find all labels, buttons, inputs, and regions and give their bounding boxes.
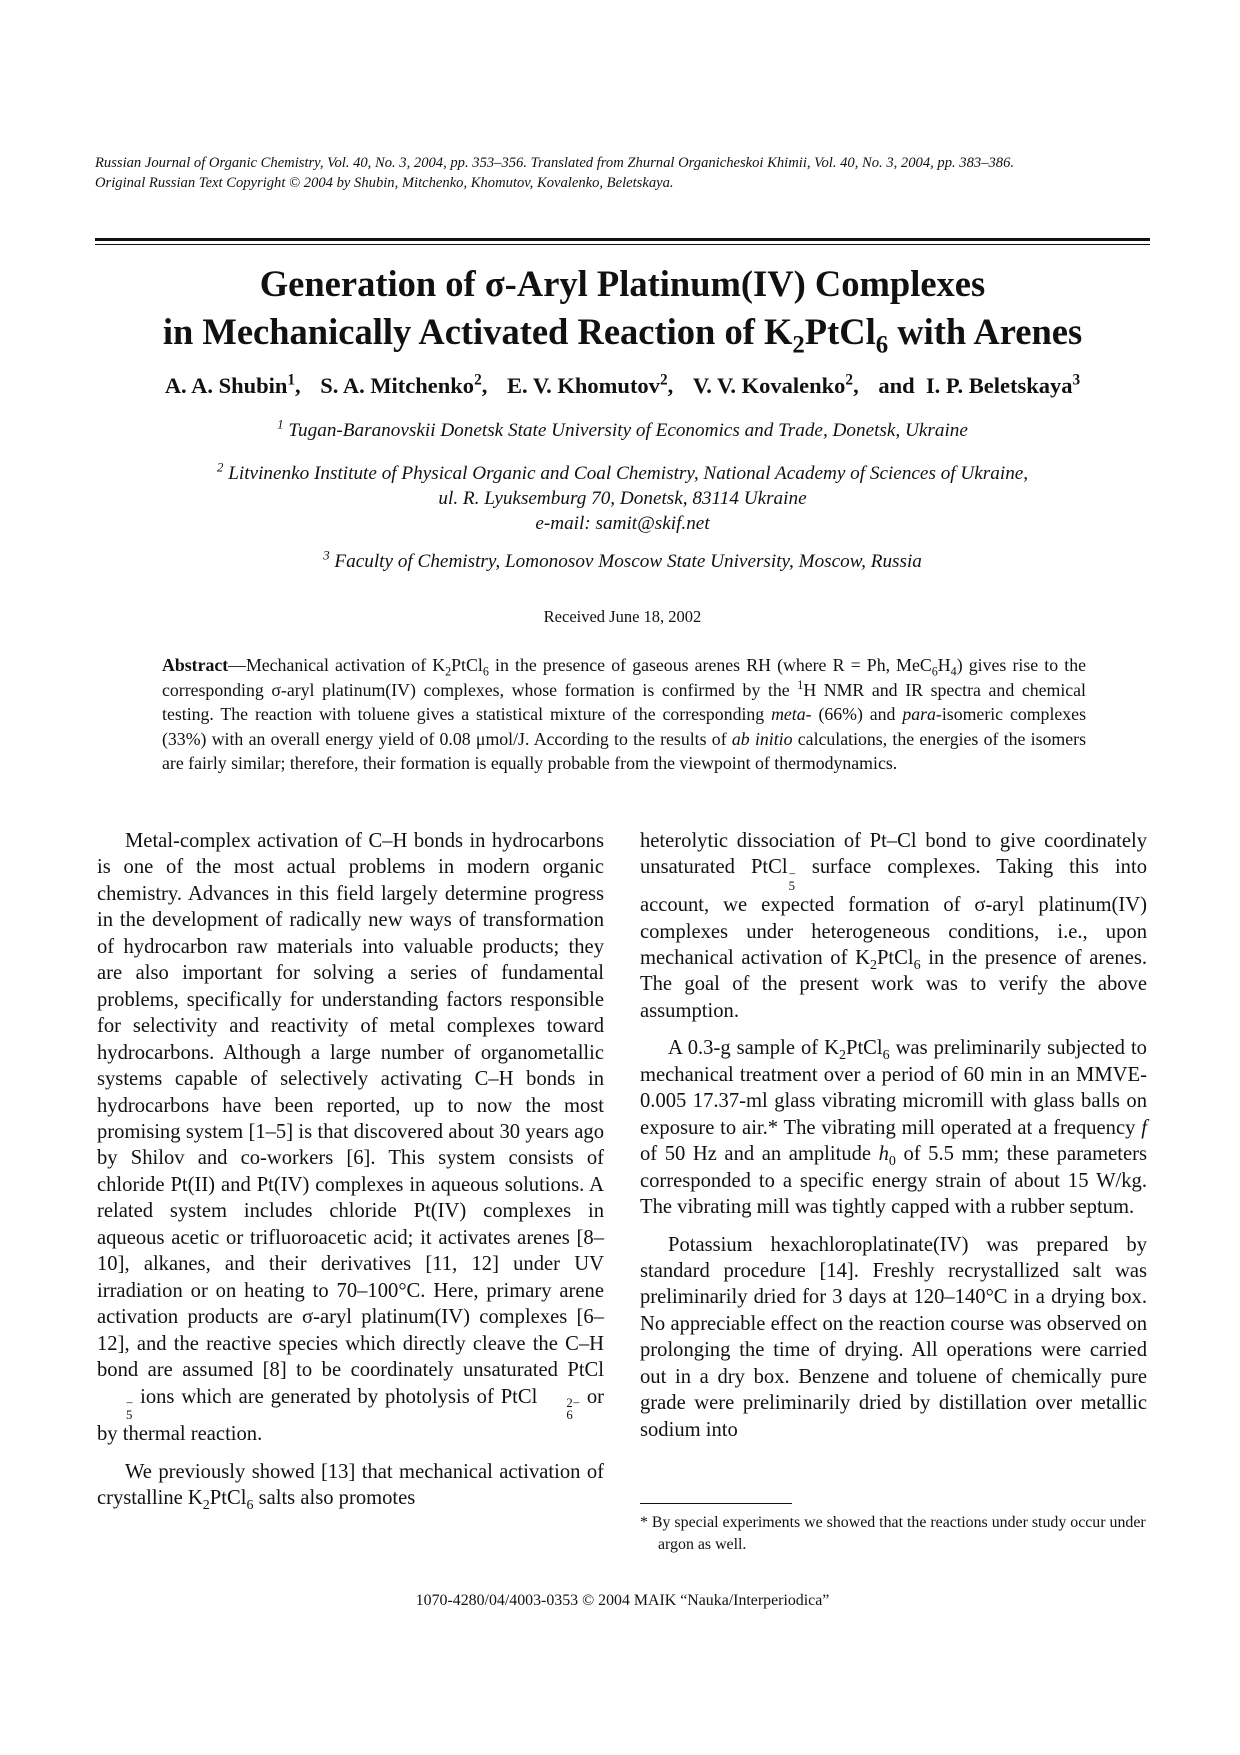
header-line-2: Original Russian Text Copyright © 2004 by Shubin, Mitchenko, Khomutov, Kovalenko, Beletskaya. <box>95 175 674 191</box>
abstract: Abstract—Mechanical activation of $K_2PtCl_6$ in the presence of gaseous arenes RH (where R = Ph, $MeC_6H_4$) gives rise to the corresponding σ-aryl platinum(IV) complexes, whose formation is confirmed by the $^1$H NMR and IR spectra and chemical testing. The reaction with toluene gives a statistical mixture of the corresponding meta- (66%) and para-isomeric complexes (33%) with an overall energy yield of 0.08 μmol/J. According to the results of ab initio calculations, the energies of the isomers are fairly similar; therefore, their formation is equally probable from the viewpoint of thermodynamics. <box>162 655 1086 774</box>
affiliation-1: $^1$ Tugan-Baranovskii Donetsk State University of Economics and Trade, Donetsk, Ukraine <box>277 416 968 441</box>
body-column-right <box>640 828 1147 1443</box>
title-line-2: in Mechanically Activated Reaction of $K_2PtCl_6$ with Arenes <box>162 311 1083 359</box>
author: E. V. Khomutov$^2$, <box>506 371 674 398</box>
paragraph: Potassium hexachloroplatinate(IV) was prepared by standard procedure [14]. Freshly recrystallized salt was preliminarily dried for 3 days at 120–140°C in a drying box. No appreciable effect on the reaction course was observed on prolonging the time of drying. All operations were carried out in a dry box. Benzene and toluene of chemically pure grade were preliminarily dried by distillation over metallic sodium into <box>640 1233 1147 1441</box>
paragraph: A 0.3-g sample of $K_2PtCl_6$ was preliminarily subjected to mechanical treatment over a period of 60 min in an MMVE-0.005 17.37-ml glass vibrating micromill with glass balls on exposure to air.* The vibrating mill operated at a frequency f of 50 Hz and an amplitude $h_0$ of 5.5 mm; these parameters corresponded to a specific energy strain of about 15 W/kg. The vibrating mill was tightly capped with a rubber septum. <box>640 1037 1147 1219</box>
author: S. A. Mitchenko$^2$, <box>320 371 488 398</box>
paragraph: We previously showed [13] that mechanical activation of crystalline $K_2PtCl_6$ salts also promotes <box>97 1460 604 1514</box>
paragraph: Metal-complex activation of C–H bonds in hydrocarbons is one of the most actual problems in modern organic chemistry. Advances in this field largely determine progress in the development of radically new ways of transformation of hydrocarbon raw materials into valuable products; they are also important for solving a series of fundamental problems, specifically for understanding factors responsible for selectivity and reactivity of metal complexes toward hydrocarbons. Although a large number of organometallic systems capable of selectively activating C–H bonds in hydrocarbons have been reported, up to now the most promising system [1–5] is that discovered about 30 years ago by Shilov and co-workers [6]. This system consists of chloride Pt(II) and Pt(IV) complexes in aqueous solutions. A related system includes chloride Pt(IV) complexes in aqueous acetic or trifluoroacetic acid; it activates arenes [8–10], alkanes, and their derivatives [11, 12] under UV irradiation or on heating to 70–100°C. Here, primary arene activation products are σ-aryl platinum(IV) complexes [6–12], and the reactive species which directly cleave the C–H bond are assumed [8] to be coordinately unsaturated PtCl − 5 ions which are generated by photolysis of PtCl 2− 6 or by thermal reaction. <box>97 830 604 1446</box>
header-line-1: Russian Journal of Organic Chemistry, Vol. 40, No. 3, 2004, pp. 353–356. Translated from Zhurnal Organicheskoi Khimii, Vol. 40, No. 3, 2004, pp. 383–386. <box>95 155 1015 171</box>
header-rule-thick <box>95 238 1150 241</box>
page-footer: 1070-4280/04/4003-0353 © 2004 MAIK “Nauka/Interperiodica” <box>415 1592 830 1609</box>
affiliation-2: $^2$ Litvinenko Institute of Physical Organic and Coal Chemistry, National Academy of Sciences of Ukraine, ul. R. Lyuksemburg 70, Donetsk, 83114 Ukraine e-mail: samit@skif.net <box>95 461 1150 536</box>
received-date: Received June 18, 2002 <box>543 607 702 626</box>
body-column-left <box>97 828 604 1514</box>
affiliation-3: $^3$ Faculty of Chemistry, Lomonosov Moscow State University, Moscow, Russia <box>323 547 922 572</box>
abstract-label: Abstract <box>162 655 229 675</box>
email-address: e-mail: samit@skif.net <box>535 513 710 534</box>
title-line-1: Generation of σ-Aryl Platinum(IV) Complexes <box>259 263 986 304</box>
article-title <box>95 260 1150 359</box>
author: A. A. Shubin$^1$, <box>164 371 301 398</box>
footnote: * By special experiments we showed that the reactions under study occur under argon as well. <box>640 1514 1146 1553</box>
author-list <box>95 371 1150 401</box>
author: and I. P. Beletskaya$^3$ <box>878 371 1081 398</box>
paragraph: heterolytic dissociation of Pt–Cl bond to give coordinately unsaturated PtCl − 5 surface complexes. Taking this into account, we expected formation of σ-aryl platinum(IV) complexes under heterogeneous conditions, i.e., upon mechanical activation of $K_2PtCl_6$ in the presence of arenes. The goal of the present work was to verify the above assumption. <box>640 830 1147 1022</box>
journal-header <box>95 153 1150 193</box>
author: V. V. Kovalenko$^2$, <box>692 371 859 398</box>
footnote-rule <box>640 1503 792 1504</box>
header-rule-thin <box>95 244 1150 245</box>
